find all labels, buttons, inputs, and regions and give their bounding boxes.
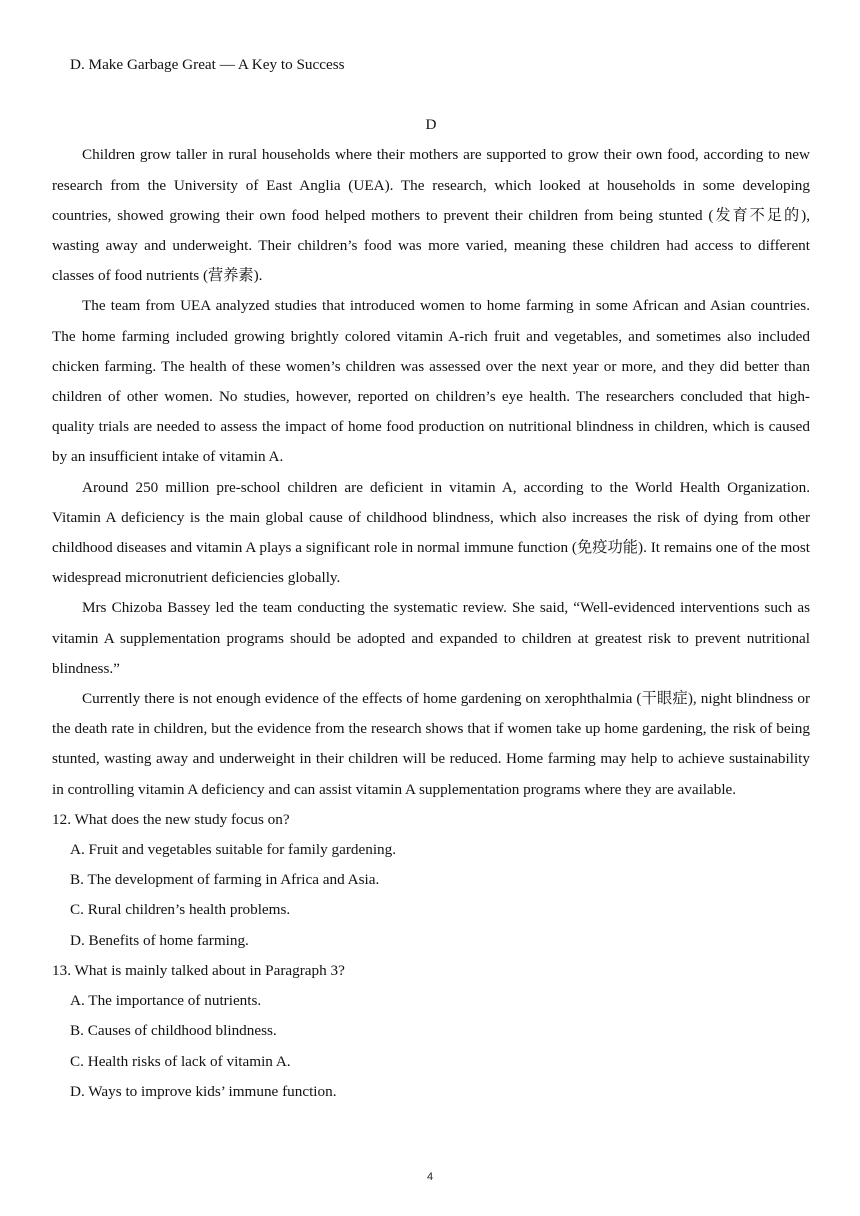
section-title: D (425, 116, 437, 134)
passage (52, 140, 810, 804)
passage-paragraph-1: Children grow taller in rural households where their mothers are supported to grow their own food, according to new research from the University of East Anglia (UEA). The research, which looked at households in some developing countries, showed growing their own food helped mothers to prevent their children from being stunted (发育不足的), wasting away and underweight. Their children’s food was more varied, meaning these children had access to different classes of food nutrients (营养素). (52, 146, 810, 285)
page-number: 4 (426, 1171, 434, 1183)
passage-paragraph-4: Mrs Chizoba Bassey led the team conducting the systematic review. She said, “Well-evidenced interventions such as vitamin A supplementation programs should be adopted and expanded to children at greatest risk to prevent nutritional blindness.” (52, 599, 810, 677)
question-option: C. Rural children’s health problems. (70, 901, 291, 919)
question-option: B. The development of farming in Africa and Asia. (70, 871, 380, 889)
question-option: D. Benefits of home farming. (70, 931, 249, 949)
document-page (52, 50, 810, 1107)
question-stem: 13. What is mainly talked about in Paragraph 3? (52, 961, 345, 979)
passage-paragraph-5: Currently there is not enough evidence of the effects of home gardening on xerophthalmia (干眼症), night blindness or the death rate in children, but the evidence from the research shows that if women take up home gardening, the risk of being stunted, wasting away and underweight in their children will be reduced. Home farming may help to achieve sustainability in controlling vitamin A deficiency and can assist vitamin A supplementation programs where they are available. (52, 690, 810, 798)
passage-paragraph-2: The team from UEA analyzed studies that introduced women to home farming in some African and Asian countries. The home farming included growing brightly colored vitamin A-rich fruit and vegetables, and sometimes also included chicken farming. The health of these women’s children was assessed over the next year or more, and they did better than children of other women. No studies, however, reported on children’s eye health. The researchers concluded that high-quality trials are needed to assess the impact of home food production on nutritional blindness in children, which is caused by an insufficient intake of vitamin A. (52, 297, 810, 466)
question-option: B. Causes of childhood blindness. (70, 1022, 277, 1040)
question-option: C. Health risks of lack of vitamin A. (70, 1052, 291, 1070)
question-option: A. Fruit and vegetables suitable for family gardening. (70, 841, 397, 859)
question-13 (52, 956, 810, 1107)
question-option: D. Ways to improve kids’ immune function. (70, 1082, 337, 1100)
previous-question-option: D. Make Garbage Great — A Key to Success (70, 56, 345, 73)
question-stem: 12. What does the new study focus on? (52, 810, 290, 828)
question-option: A. The importance of nutrients. (70, 992, 262, 1010)
passage-paragraph-3: Around 250 million pre-school children are deficient in vitamin A, according to the World Health Organization. Vitamin A deficiency is the main global cause of childhood blindness, which also increases the risk of dying from other childhood diseases and vitamin A plays a significant role in normal immune function (免疫功能). It remains one of the most widespread micronutrient deficiencies globally. (52, 478, 810, 587)
question-12 (52, 805, 810, 956)
